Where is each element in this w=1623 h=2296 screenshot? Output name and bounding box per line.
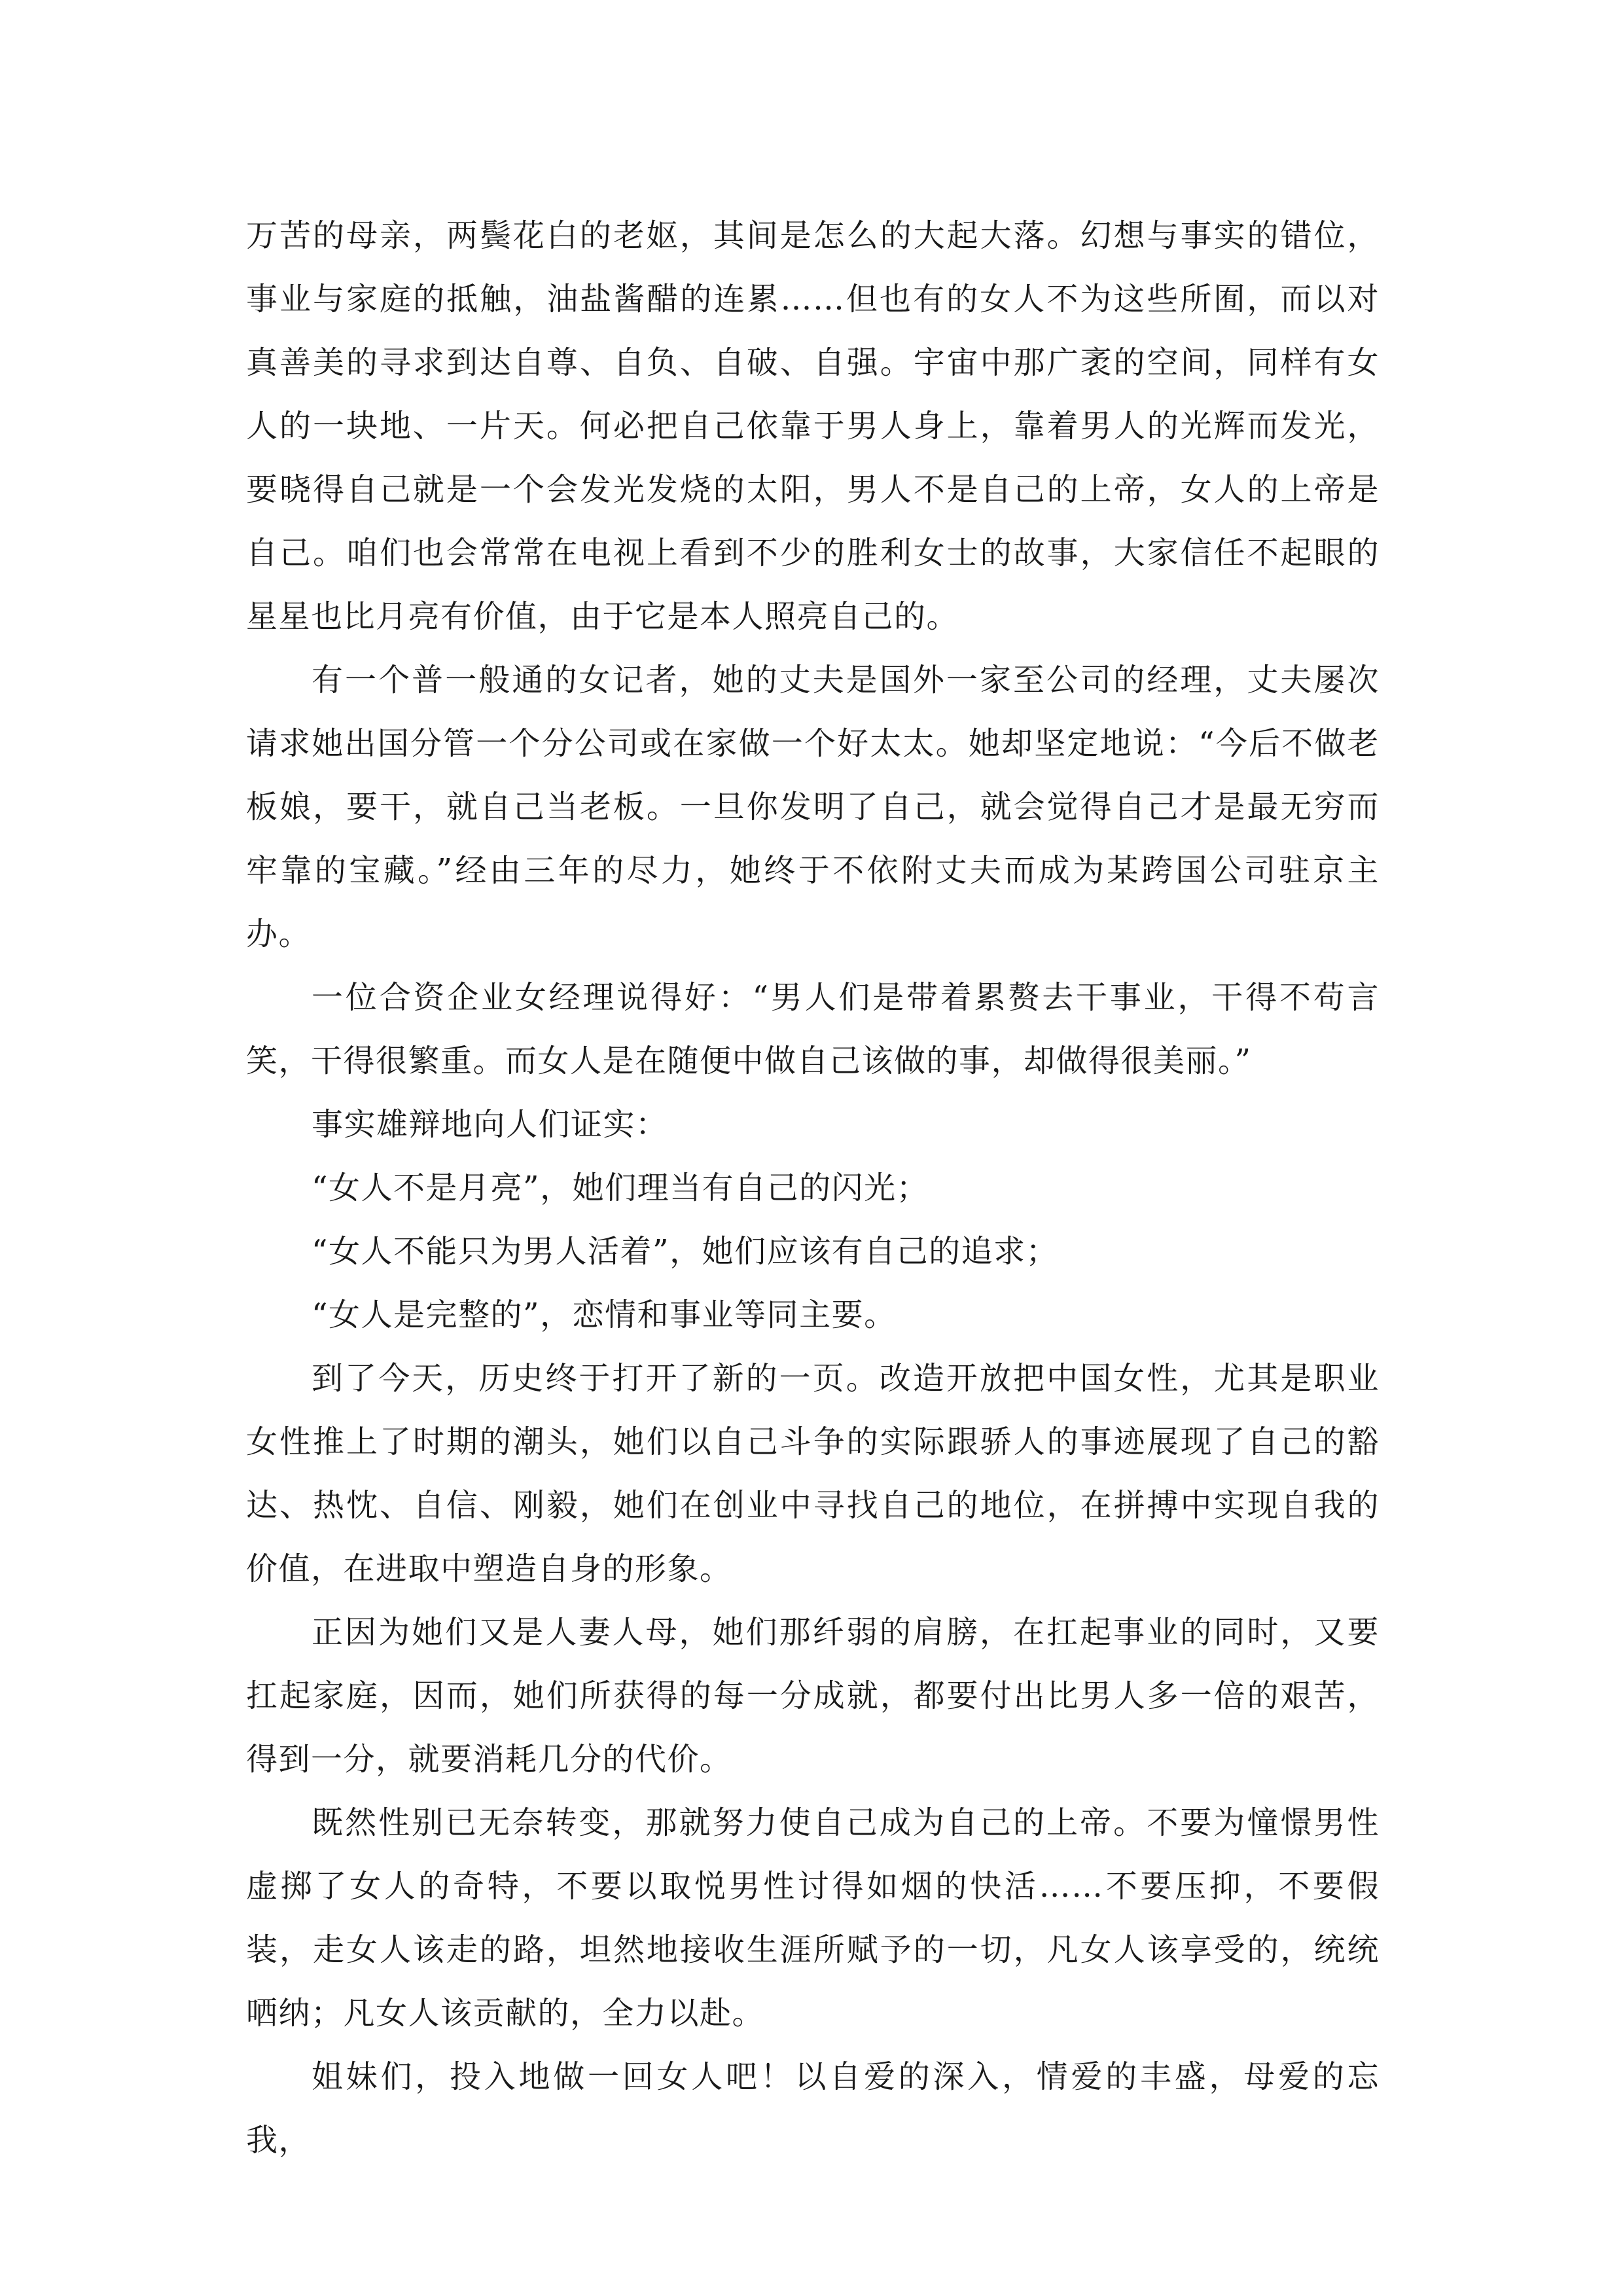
quote-line-3: “女人是完整的”，恋情和事业等同主要。	[312, 1297, 897, 1333]
paragraph-4: 事实雄辩地向人们证实：	[312, 1106, 668, 1143]
paragraph-3: 一位合资企业女经理说得好：“男人们是带着累赘去干事业，干得不苟言笑，干得很繁重。而女人是在随便中做自己该做的事，却做得很美丽。”	[246, 979, 1380, 1079]
paragraph-1: 万苦的母亲，两鬓花白的老妪，其间是怎么的大起大落。幻想与事实的错位，事业与家庭的抵触，油盐酱醋的连累……但也有的女人不为这些所囿，而以对真善美的寻求到达自尊、自负、自破、自强。宇宙中那广袤的空间，同样有女人的一块地、一片天。何必把自己依靠于男人身上，靠着男人的光辉而发光，要晓得自己就是一个会发光发烧的太阳，男人不是自己的上帝，女人的上帝是自己。咱们也会常常在电视上看到不少的胜利女士的故事，大家信任不起眼的星星也比月亮有价值，由于它是本人照亮自己的。	[246, 217, 1380, 635]
quote-line-2: “女人不能只为男人活着”，她们应该有自己的追求；	[312, 1233, 1059, 1270]
quote-line-1: “女人不是月亮”，她们理当有自己的闪光；	[312, 1170, 929, 1206]
paragraph-5: 到了今天，历史终于打开了新的一页。改造开放把中国女性，尤其是职业女性推上了时期的潮头，她们以自己斗争的实际跟骄人的事迹展现了自己的豁达、热忱、自信、刚毅，她们在创业中寻找自己的地位，在拼搏中实现自我的价值，在进取中塑造自身的形象。	[246, 1360, 1380, 1587]
paragraph-8: 姐妹们，投入地做一回女人吧！以自爱的深入，情爱的丰盛，母爱的忘我，	[246, 2058, 1380, 2159]
body-text	[246, 204, 1380, 2172]
paragraph-6: 正因为她们又是人妻人母，她们那纤弱的肩膀，在扛起事业的同时，又要扛起家庭，因而，她们所获得的每一分成就，都要付出比男人多一倍的艰苦，得到一分，就要消耗几分的代价。	[246, 1614, 1380, 1778]
paragraph-7: 既然性别已无奈转变，那就努力使自己成为自己的上帝。不要为憧憬男性虚掷了女人的奇特，不要以取悦男性讨得如烟的快活……不要压抑，不要假装，走女人该走的路，坦然地接收生涯所赋予的一切，凡女人该享受的，统统哂纳；凡女人该贡献的，全力以赴。	[246, 1804, 1380, 2032]
paragraph-2: 有一个普一般通的女记者，她的丈夫是国外一家至公司的经理，丈夫屡次请求她出国分管一个分公司或在家做一个好太太。她却坚定地说：“今后不做老板娘，要干，就自己当老板。一旦你发明了自己，就会觉得自己才是最无穷而牢靠的宝藏。”经由三年的尽力，她终于不依附丈夫而成为某跨国公司驻京主办。	[246, 662, 1380, 952]
